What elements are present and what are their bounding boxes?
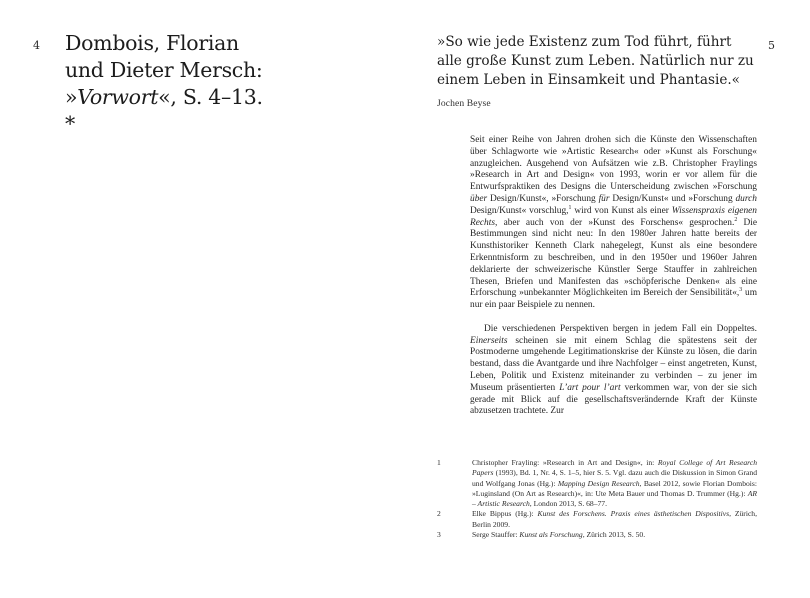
body-paragraph: Die verschiedenen Perspektiven bergen in jedem Fall ein Doppeltes. Einerseits scheinen sie mit einem Schlag die spätestens seit der Postmoderne umgehende Legitimationskrise der Künste zu lösen, die darin bestand, dass die Avantgarde und ihre Nachfolger – einst angetreten, Kunst, Leben, Politik und Existenz miteinander zu verbinden – zu jener im Museum präsentierten L’art pour l’art verkommen war, von der sie sich gerade mit Blick auf die gesellschaftsverändernde Kraft der Künste abzusetzen trachtete. Zur <box>470 323 757 417</box>
footnote-number: 3 <box>437 530 441 540</box>
footnotes <box>437 458 757 540</box>
title-line: Dombois, Florian <box>65 31 239 55</box>
footnote <box>437 530 757 540</box>
body-paragraph: Seit einer Reihe von Jahren drohen sich die Künste den Wissenschaften über Schlagworte wie »Artistic Research« oder »Kunst als Forschung« anzugleichen. Ausgehend von Aufsätzen wie z.B. Christopher Fraylings »Research in Art and Design« von 1993, worin er vor allem für die Entwurfspraktiken des Designs die Unterscheidung zwischen »Forschung über Design/Kunst«, »Forschung für Design/Kunst« und »Forschung durch Design/Kunst« vorschlug,$^1$ wird von Kunst als einer Wissenspraxis eigenen Rechts, aber auch von der »Kunst des Forschens« gesprochen.$^2$ Die Bestimmungen sind nicht neu: In den 1980er Jahren hatte bereits der Kunsthistoriker Kenneth Clark nahegelegt, Kunst als eine besondere Erkenntnisform zu beschreiben, und in den 1950er und 1960er Jahren deklarierte der schweizerische Künstler Serge Stauffer in zahlreichen Thesen, Briefen und Manifesten das »schöpferische Denken« als eine Erforschung »unbekannter Möglichkeiten im Bereich der Sensibilität«,$^3$ um nur ein paar Beispiele zu nennen. <box>470 135 757 311</box>
epigraph-line: einem Leben in Einsamkeit und Phantasie.« <box>437 72 740 89</box>
epigraph-line: alle große Kunst zum Leben. Natürlich nur zu <box>437 53 754 70</box>
footnote-number: 2 <box>437 509 441 519</box>
footnote-number: 1 <box>437 458 441 467</box>
footnote-text: Christopher Frayling: »Research in Art and Design«, in: Royal College of Art Research Papers (1993), Bd. 1, Nr. 4, S. 1–5, hier S. 5. Vgl. dazu auch die Diskussion in Simon Grand und Wolfgang Jonas (Hg.): Mapping Design Research, Basel 2012, sowie Florian Dombois: »Luginsland (On Art as Research)«, in: Ute Meta Bauer und Thomas D. Trummer (Hg.): AR – Artistic Research, London 2013, S. 68–77. <box>472 458 758 509</box>
chapter-title <box>65 30 263 138</box>
footnote <box>437 509 757 530</box>
title-line: * <box>65 112 75 136</box>
title-line: und Dieter Mersch: <box>65 58 263 82</box>
left-page-number: 4 <box>33 39 40 52</box>
footnote-text: Serge Stauffer: Kunst als Forschung, Zürich 2013, S. 50. <box>472 530 646 540</box>
right-page-number: 5 <box>768 39 775 52</box>
body-text <box>470 135 757 418</box>
epigraph-attribution: Jochen Beyse <box>437 98 491 109</box>
epigraph-line: »So wie jede Existenz zum Tod führt, führt <box>437 34 732 50</box>
footnote <box>437 458 757 509</box>
epigraph-quote <box>437 33 754 91</box>
footnote-text: Elke Bippus (Hg.): Kunst des Forschens. Praxis eines ästhetischen Dispositivs, Zürich, Berlin 2009. <box>472 509 758 529</box>
title-line: »Vorwort«, S. 4–13. <box>65 85 263 109</box>
